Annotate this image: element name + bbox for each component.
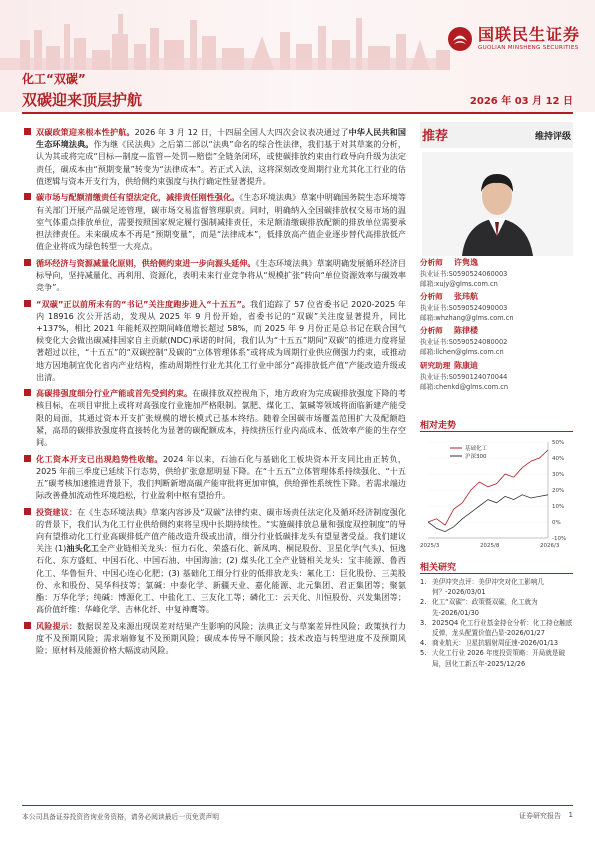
footer-doc-type: 证券研究报告 <box>519 812 561 820</box>
page-number: 1 <box>568 811 573 819</box>
bullet-square-icon <box>24 300 31 307</box>
report-date: 2026 年 03 月 12 日 <box>469 96 573 107</box>
report-title: 双碳迎来顶层护航 <box>22 91 143 109</box>
legend-label: 沪深300 <box>465 454 487 460</box>
x-tick-label: 2025/3 <box>420 543 440 549</box>
list-item[interactable]: 4. 商业航天：卫星抗辐射周征速-2026/01/13 <box>420 639 559 648</box>
x-tick-label: 2025/8 <box>480 543 500 549</box>
paragraph-secretary-attention: “双碳”正以前所未有的“书记”关注度跑步进入“十五五”。我们追踪了 57 位省委书记 2020-2025 年内 18916 次公开活动，发现从 2025 年 9 月份开始，省委书记的“双碳”关注度显著提升，同比+137%，相比 2021 年能耗双控期间峰值增长超过 58%，而 2025 年 9 月份正是总书记在联合国气候变化大会做出碳减排国家自主贡献(NDC)承诺的时间，我们认为“十五五”期间“双碳”的推进力度将显著超过以往，“十五五”的“双碳控制”及碳的“立体管理体系”或将成为周期行业供应侧强力约束，或推动地方因地制宜优化省内产业结构，推动周期性行业尤其化工行业中部分“高排放低产值”产能改造升级或出清。 <box>22 298 406 383</box>
list-item[interactable]: 1. 美伊冲突点评：美伊冲突对化工影响几何？-2026/03/01 <box>420 578 545 597</box>
related-heading: 相关研究 <box>420 563 457 573</box>
paragraph-risk-warning: 风险提示：数据误差及来源出现误差对结果产生影响的风险；法典正文与草案差异性风险；政策执行力度不及预期风险；需求端修复不及预期风险；碳成本传导不顺风险；技术改造与转型进度不及预期风险；原材料及能源价格大幅波动风险。 <box>22 620 406 657</box>
bullet-square-icon <box>24 508 31 515</box>
analyst-email[interactable]: xujy@glms.com.cn <box>435 280 498 288</box>
related-rule <box>420 573 573 574</box>
analyst-1: 分析师 许隽逸 执业证书:S0590524060003 邮箱:xujy@glms.com.cn <box>420 258 508 288</box>
analyst-email[interactable]: chenkd@glms.com.cn <box>435 383 509 391</box>
paragraph-circular-economy: 循环经济与资源减量化原则，供给侧约束进一步向源头延伸。《生态环境法典》草案明确发展循环经济目标导向，坚持减量化、再利用、资源化，表明未来行业竞争将从“规模扩张”转向“单位资源效率与碳效率竞争”。 <box>22 257 406 294</box>
list-item[interactable]: 2. 化工“双碳”：政策暨双碳，化工就为先-2026/01/30 <box>420 598 538 617</box>
bullet-square-icon <box>24 193 31 200</box>
y-tick-label: 50% <box>552 440 565 446</box>
bullet-square-icon <box>24 259 31 266</box>
x-tick-label: 2026/3 <box>540 543 560 549</box>
bullet-square-icon <box>24 622 31 629</box>
bullet-square-icon <box>24 389 31 396</box>
report-body <box>22 126 406 661</box>
paragraph-high-carbon-capacity: 高碳排强度细分行业产能或首先受到约束。在碳排放双控视角下，地方政府为完成碳排放强度下降的考核目标，在项目审批上或将对高强度行业施加严格限制。氯肥、煤化工、氯碱等领域将面临新建产能受限的局面，其通过资本开支扩张规模的增长模式已基本终结。随着全国碳市场覆盖范围扩大及配额趋紧，高昂的碳排放强度将直接转化为显著的碳配额成本，持续挤压行业内高成本、低效率产能的生存空间。 <box>22 387 406 448</box>
paragraph-carbon-market: 碳市场与配额清缴责任有望法定化，减排责任刚性强化。《生态环境法典》草案中明确国务院生态环境等有关部门开展产品碳足迹管理，碳市场交易监督管理职责。同时，明确纳入全国碳排放权交易市场的温室气体重点排放单位，需要按照国家规定履行强制减排责任，未足额清缴碳排放配额的排放单位需要承担法律责任。未来碳成本不再是“预期变量”，而是“法律成本”，低排放高产值企业逐步替代高排放低产值企业将成为绿色转型一大亮点。 <box>22 191 406 252</box>
bullet-square-icon <box>24 455 31 462</box>
list-item[interactable]: 3. 2025Q4 化工行业基金持仓分析：化工持仓触底反弹，龙头配置价值凸显-2026/01/27 <box>420 618 573 638</box>
list-item[interactable]: 5. 大化工行业 2026 年度投资策略：开局就是破局，回化工新五年-2025/12/26 <box>420 649 566 668</box>
analyst-2: 分析师 张玮航 执业证书:S0590524090003 邮箱:whzhang@glms.com.cn <box>420 292 514 322</box>
trend-heading: 相对走势 <box>420 421 457 431</box>
y-tick-label: 30% <box>552 472 565 478</box>
report-sector: 化工“双碳” <box>22 72 86 86</box>
analyst-email[interactable]: whzhang@glms.com.cn <box>435 314 514 322</box>
analyst-4: 研究助理 陈康迪 执业证书:S0590124070044 邮箱:chenkd@glms.com.cn <box>420 361 509 391</box>
brand-name-en: GUOLIAN MINSHENG SECURITIES <box>478 45 579 51</box>
y-tick-label: -10% <box>552 536 567 542</box>
paragraph-investment-advice: 投资建议：在《生态环境法典》草案内容涉及“双碳”法律约束、碳市场责任法定化及循环经济制度强化的背景下，我们认为化工行业供给侧约束将呈现中长期持续性。“实施碳排放总量和强度双控制度”的导向有望推动化工行业高碳排低产值产能改造升级或出清，细分行业低碳排龙头有望显著受益。我们建议关注 (1)油头化工全产业链相关龙头：恒力石化、荣盛石化、新凤鸣、桐昆股份、卫星化学(气头)、恒逸石化、东方盛虹、中国石化、中国石油、中国海油；(2) 煤头化工全产业链相关龙头：宝丰能源、鲁西化工、华鲁恒升、中国心连心化肥；(3) 基础化工细分行业的低排放龙头：氟化工：巨化股份、三美股份、永和股份、昊华科技等；氯碱：中泰化学、新疆天业、嘉化能源、北元集团、君正集团等；聚氨酯：万华化学；纯碱：博源化工、中盐化工、三友化工等；磷化工：云天化、川恒股份、兴发集团等；高价值纤维：华峰化学、吉林化纤、中复神鹰等。 <box>22 506 406 616</box>
y-tick-label: 20% <box>552 488 565 494</box>
y-tick-label: 40% <box>552 456 565 462</box>
rating-value: 维持评级 <box>534 132 571 142</box>
y-tick-label: 0% <box>552 520 561 526</box>
paragraph-policy: 双碳政策迎来根本性护航。2026 年 3 月 12 日，十四届全国人大四次会议表决通过了中华人民共和国生态环境法典。作为继《民法典》之后第二部以“法典”命名的综合性法律，我们基于对其草案的分析，认为其或将完成“目标—制度—监管—处罚—赔偿”全链条闭环，或使碳排放约束由行政导向升级为法定责任，碳成本由“预期变量”转变为“法律成本”。若正式入法，这将深刻改变周期行业尤其化工行业的估值逻辑与资本开支行为，供给侧约束强度与执行确定性显著提升。 <box>22 126 406 187</box>
brand-name-cn: 国联民生证券 <box>478 25 581 44</box>
bullet-square-icon <box>24 128 31 135</box>
series-line-2 <box>428 495 548 532</box>
brand-emblem-icon <box>447 26 473 52</box>
footer-disclaimer: 本公司具备证券投资咨询业务资格，请务必阅读最后一页免责声明 <box>22 813 220 821</box>
relative-trend-chart <box>420 434 573 554</box>
analyst-email[interactable]: llchen@glms.com.cn <box>435 348 504 356</box>
header-divider <box>22 112 573 114</box>
rating-box <box>420 122 573 148</box>
brand-logo <box>447 26 580 52</box>
series-line-1 <box>428 450 548 525</box>
rating-label: 推荐 <box>422 129 449 144</box>
paragraph-capex-contraction: 化工资本开支已出现趋势性收缩。2024 年以来，石油石化与基础化工板块资本开支同比由正转负，2025 年前三季度已延续下行态势，供给扩张意愿明显下降。在“十五五”立体管理体系持续强化、“十五五”碳考核加速推进背景下，我们判断新增高碳产能审批将更加审慎，供给弹性系统性下降。若需求端边际改善叠加流动性环境趋松，行业盈利中枢有望抬升。 <box>22 453 406 502</box>
trend-rule <box>420 431 573 432</box>
footer-divider <box>22 805 573 806</box>
related-research-list <box>420 577 575 669</box>
y-tick-label: 10% <box>552 504 565 510</box>
analyst-portrait-icon <box>422 152 573 256</box>
legend-label: 基础化工 <box>465 446 488 452</box>
analyst-3: 分析师 陈律楼 执业证书:S0590524080002 邮箱:llchen@glms.com.cn <box>420 326 508 356</box>
analyst-photo <box>422 152 573 256</box>
